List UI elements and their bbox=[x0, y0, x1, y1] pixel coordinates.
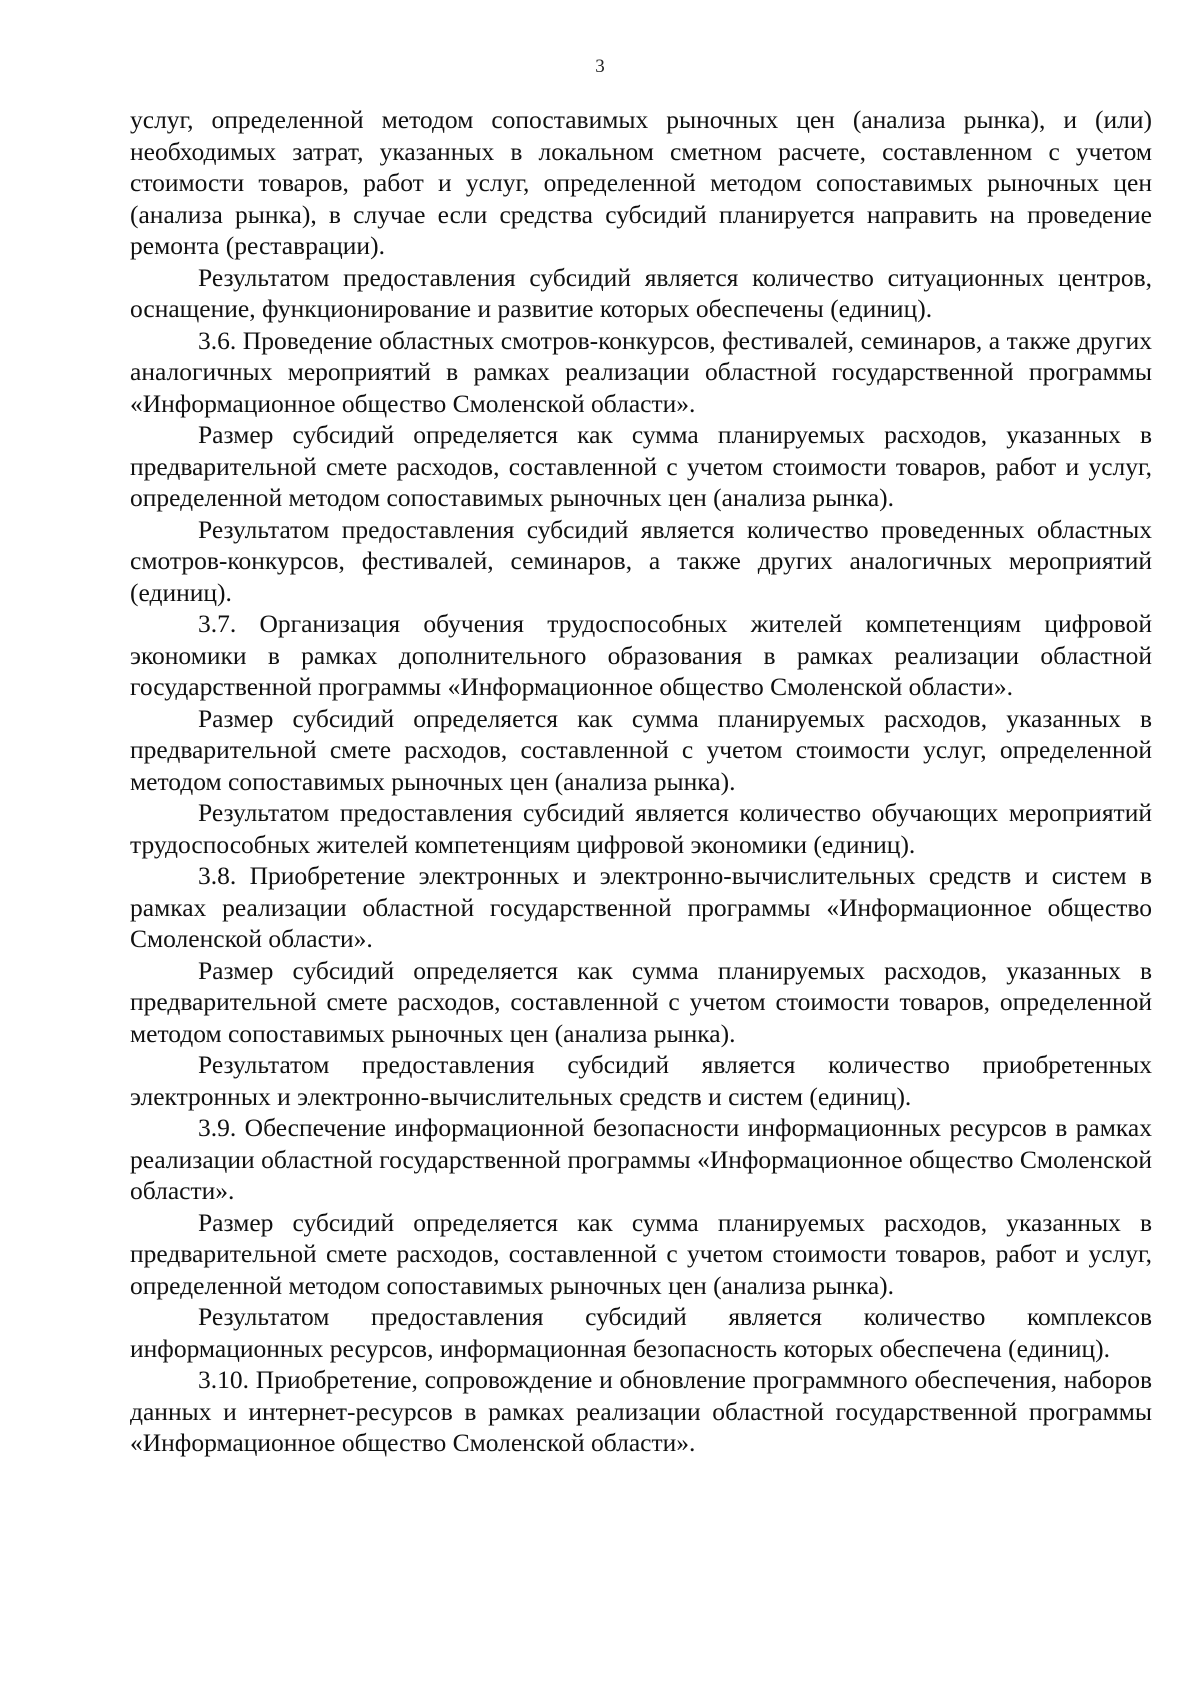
paragraph-result-3-8: Результатом предоставления субсидий является количество приобретенных электронных и электронно-вычислительных средств и систем (единиц). bbox=[130, 1050, 1152, 1111]
paragraph-subsidy-size-3-9: Размер субсидий определяется как сумма планируемых расходов, указанных в предварительной смете расходов, составленной с учетом стоимости товаров, работ и услуг, определенной методом сопоставимых рыночных цен (анализа рынка). bbox=[130, 1207, 1152, 1300]
page-number: 3 bbox=[595, 56, 605, 77]
paragraph-subsidy-size-3-7: Размер субсидий определяется как сумма планируемых расходов, указанных в предварительной смете расходов, составленной с учетом стоимости услуг, определенной методом сопоставимых рыночных цен (анализа рынка). bbox=[130, 703, 1152, 796]
paragraph-subsidy-size-3-8: Размер субсидий определяется как сумма планируемых расходов, указанных в предварительной смете расходов, составленной с учетом стоимости товаров, определенной методом сопоставимых рыночных цен (анализа рынка). bbox=[130, 955, 1152, 1048]
paragraph-section-3-9: 3.9. Обеспечение информационной безопасности информационных ресурсов в рамках реализации областной государственной программы «Информационное общество Смоленской области». bbox=[130, 1113, 1152, 1205]
paragraph-section-3-7: 3.7. Организация обучения трудоспособных жителей компетенциям цифровой экономики в рамках дополнительного образования в рамках реализации областной государственной программы «Информационное общество Смоленской области». bbox=[130, 609, 1152, 701]
paragraph-continuation: услуг, определенной методом сопоставимых рыночных цен (анализа рынка), и (или) необходимых затрат, указанных в локальном сметном расчете, составленном с учетом стоимости товаров, работ и услуг, определенной методом сопоставимых рыночных цен (анализа рынка), в случае если средства субсидий планируется направить на проведение ремонта (реставрации). bbox=[130, 105, 1152, 260]
paragraph-result-3-9: Результатом предоставления субсидий является количество комплексов информационных ресурсов, информационная безопасность которых обеспечена (единиц). bbox=[130, 1302, 1152, 1363]
document-body bbox=[130, 104, 1152, 1459]
paragraph-section-3-8: 3.8. Приобретение электронных и электронно-вычислительных средств и систем в рамках реализации областной государственной программы «Информационное общество Смоленской области». bbox=[130, 861, 1152, 953]
paragraph-section-3-10: 3.10. Приобретение, сопровождение и обновление программного обеспечения, наборов данных и интернет-ресурсов в рамках реализации областной государственной программы «Информационное общество Смоленской области». bbox=[130, 1365, 1152, 1457]
paragraph-result-situation-centers: Результатом предоставления субсидий является количество ситуационных центров, оснащение, функционирование и развитие которых обеспечены (единиц). bbox=[130, 262, 1152, 323]
paragraph-result-3-7: Результатом предоставления субсидий является количество обучающих мероприятий трудоспособных жителей компетенциям цифровой экономики (единиц). bbox=[130, 798, 1152, 859]
paragraph-result-3-6: Результатом предоставления субсидий является количество проведенных областных смотров-конкурсов, фестивалей, семинаров, а также других аналогичных мероприятий (единиц). bbox=[130, 514, 1152, 607]
paragraph-section-3-6: 3.6. Проведение областных смотров-конкурсов, фестивалей, семинаров, а также других аналогичных мероприятий в рамках реализации областной государственной программы «Информационное общество Смоленской области». bbox=[130, 325, 1152, 418]
paragraph-subsidy-size-3-6: Размер субсидий определяется как сумма планируемых расходов, указанных в предварительной смете расходов, составленной с учетом стоимости товаров, работ и услуг, определенной методом сопоставимых рыночных цен (анализа рынка). bbox=[130, 420, 1152, 512]
